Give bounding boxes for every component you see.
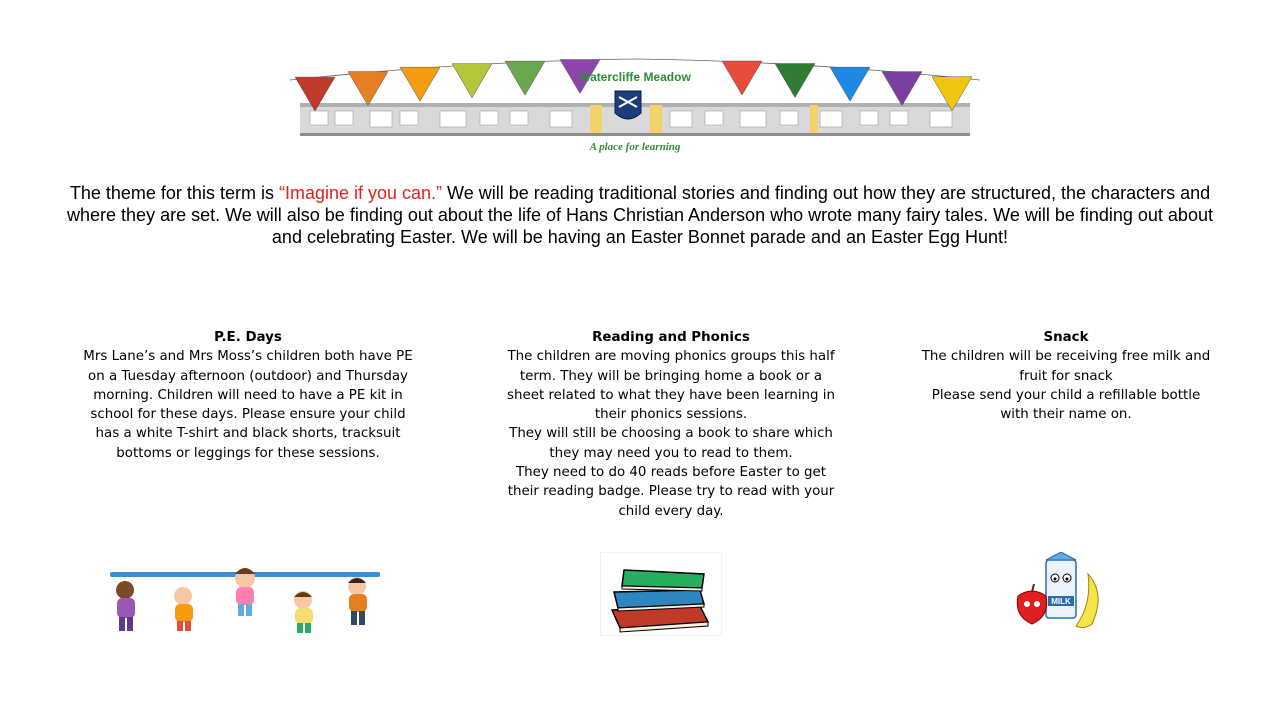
book-stack-icon <box>600 552 722 636</box>
bunting-flag <box>348 72 388 106</box>
bunting-flag <box>775 64 815 98</box>
bunting-flag <box>452 64 492 98</box>
milk-label: MILK <box>1051 597 1071 606</box>
intro-theme-quote: “Imagine if you can.” <box>278 183 443 203</box>
pe-days-section <box>80 328 416 463</box>
reading-heading: Reading and Phonics <box>592 330 750 345</box>
school-name: Watercliffe Meadow <box>579 70 691 84</box>
fruit-milk-icon <box>1012 552 1108 634</box>
intro-body: We will be reading traditional stories and finding out how they are structured, the characters and where they are set. We will also be finding out about the life of Hans Christian Anderson who wrote many fairy tales. We will be finding out about and celebrating Easter. We will be having an Easter Bonnet parade and an Easter Egg Hunt! <box>67 183 1213 247</box>
snack-heading: Snack <box>1043 330 1089 345</box>
pe-body: Mrs Lane’s and Mrs Moss’s children both have PE on a Tuesday afternoon (outdoor) and Thursday morning. Children will need to have a PE kit in school for these days. Please ensure your child has a white T-shirt and black shorts, tracksuit bottoms or leggings for these sessions. <box>83 349 413 461</box>
school-tagline: A place for learning <box>589 141 681 153</box>
school-crest-icon <box>615 91 641 119</box>
intro-lead: The theme for this term is <box>69 183 279 203</box>
bunting-flag <box>505 61 545 95</box>
snack-body: The children will be receiving free milk and fruit for snack Please send your child a refillable bottle with their name on. <box>921 349 1211 423</box>
bunting-flag <box>722 61 762 95</box>
pe-heading: P.E. Days <box>214 330 282 345</box>
children-climbing-icon <box>105 560 385 635</box>
term-theme-paragraph <box>60 182 1220 248</box>
reading-phonics-section <box>505 328 837 521</box>
school-banner <box>290 55 980 155</box>
reading-body: The children are moving phonics groups this half term. They will be bringing home a book or a sheet related to what they have been learning in their phonics sessions. They will still be choosing a book to share which they may need you to read to them. They need to do 40 reads before Easter to get their reading badge. Please try to read with your child every day. <box>507 349 835 519</box>
bunting-flag <box>882 72 922 106</box>
snack-section <box>918 328 1214 424</box>
bunting-flag <box>830 67 870 101</box>
bunting-flag <box>400 67 440 101</box>
